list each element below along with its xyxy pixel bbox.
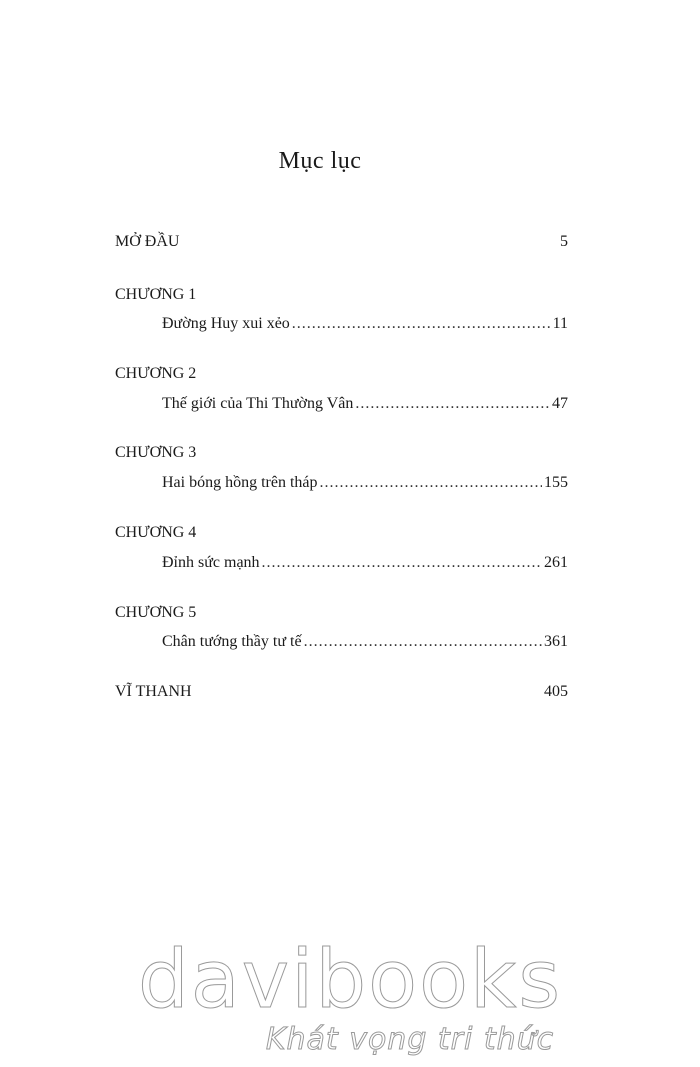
toc-entry-title: Hai bóng hồng trên tháp: [162, 474, 318, 491]
watermark-slogan: Khát vọng tri thức: [265, 1022, 555, 1057]
chapter-heading-4: CHƯƠNG 4: [115, 524, 197, 541]
dot-leader: [262, 553, 542, 573]
chapter-heading-1: CHƯƠNG 1: [115, 286, 197, 303]
chapter-heading-3: CHƯƠNG 3: [115, 444, 197, 461]
toc-outro-label: VĨ THANH: [115, 683, 192, 700]
toc-entry-page: 155: [544, 474, 568, 491]
toc-entry-page: 361: [544, 633, 568, 650]
toc-outro: [115, 682, 568, 702]
toc-entry-page: 47: [552, 395, 568, 412]
dot-leader: [320, 473, 542, 493]
toc-entry-title: Thế giới của Thi Thường Vân: [162, 395, 354, 412]
toc-entry-title: Chân tướng thầy tư tế: [162, 633, 302, 650]
toc-entry-4: [162, 553, 568, 573]
toc-entry-title: Đỉnh sức mạnh: [162, 554, 260, 571]
toc-entry-page: 11: [552, 315, 568, 332]
toc-entry-2: [162, 394, 568, 414]
toc-outro-page: 405: [544, 683, 568, 700]
watermark-brand: davibooks: [137, 933, 563, 1026]
chapter-heading-2: CHƯƠNG 2: [115, 365, 197, 382]
page-title: Mục lục: [278, 148, 362, 174]
dot-leader: [355, 394, 550, 414]
toc-entry-title: Đường Huy xui xẻo: [162, 315, 290, 332]
toc-entry-3: [162, 473, 568, 493]
toc-entry-page: 261: [544, 554, 568, 571]
toc-entry-1: [162, 314, 568, 334]
chapter-heading-5: CHƯƠNG 5: [115, 604, 197, 621]
dot-leader: [292, 314, 551, 334]
toc-intro-page: 5: [560, 233, 568, 250]
toc-entry-5: [162, 632, 568, 652]
toc-intro: [115, 232, 568, 252]
dot-leader: [304, 632, 542, 652]
toc-intro-label: MỞ ĐẦU: [115, 233, 180, 250]
